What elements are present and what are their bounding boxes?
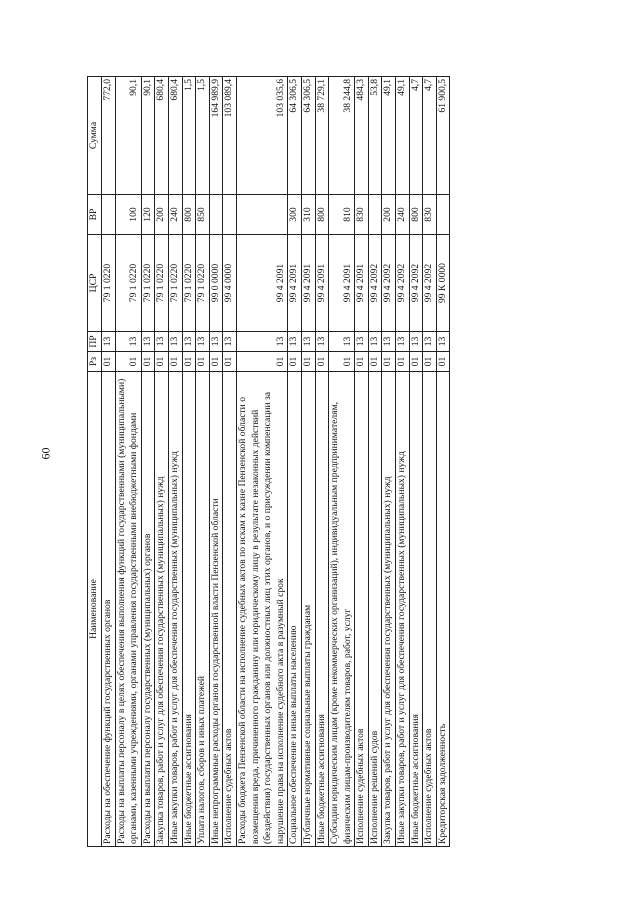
- table-row: [368, 77, 382, 847]
- table-row: [209, 77, 223, 847]
- cell-vr: 200: [382, 195, 396, 235]
- cell-csr: 79 1 0220: [196, 235, 210, 332]
- cell-vr: 100: [115, 195, 141, 235]
- cell-sum: 772,0: [102, 77, 116, 195]
- table-row: [436, 77, 450, 847]
- cell-csr: 99 4 2091: [301, 235, 315, 332]
- cell-name: Иные бюджетные ассигнования: [182, 372, 196, 847]
- cell-csr: 99 4 2091: [288, 235, 302, 332]
- cell-sum: 38 729,1: [315, 77, 329, 195]
- cell-name: Исполнение судебных актов: [223, 372, 237, 847]
- cell-name: Расходы на обеспечение функций государственных органов: [102, 372, 116, 847]
- table-body: [102, 77, 450, 847]
- cell-csr: 79 1 0220: [141, 235, 155, 332]
- cell-rz: 01: [301, 352, 315, 372]
- cell-name: Иные бюджетные ассигнования: [315, 372, 329, 847]
- cell-vr: 810: [329, 195, 355, 235]
- cell-rz: 01: [315, 352, 329, 372]
- table-row: [423, 77, 437, 847]
- header-csr: ЦСР: [88, 235, 102, 332]
- header-vr: ВР: [88, 195, 102, 235]
- cell-rz: 01: [382, 352, 396, 372]
- cell-rz: 01: [329, 352, 355, 372]
- cell-vr: [209, 195, 223, 235]
- cell-sum: 103 035,6: [236, 77, 287, 195]
- cell-pr: 13: [301, 332, 315, 352]
- cell-rz: 01: [141, 352, 155, 372]
- cell-sum: 4,7: [409, 77, 423, 195]
- cell-pr: 13: [182, 332, 196, 352]
- table-row: [182, 77, 196, 847]
- cell-vr: 850: [196, 195, 210, 235]
- table-row: [168, 77, 182, 847]
- cell-name: Закупка товаров, работ и услуг для обеспечения государственных (муниципальных) нужд: [155, 372, 169, 847]
- cell-name: Иные закупки товаров, работ и услуг для обеспечения государственных (муниципальных) нужд: [396, 372, 410, 847]
- table-row: [102, 77, 116, 847]
- cell-vr: 310: [301, 195, 315, 235]
- cell-rz: 01: [209, 352, 223, 372]
- cell-name: Иные непрограммные расходы органов государственной власти Пензенской области: [209, 372, 223, 847]
- cell-sum: 1,5: [196, 77, 210, 195]
- table-row: [409, 77, 423, 847]
- cell-rz: 01: [102, 352, 116, 372]
- cell-name: Закупка товаров, работ и услуг для обеспечения государственных (муниципальных) нужд: [382, 372, 396, 847]
- table-row: [329, 77, 355, 847]
- cell-rz: 01: [368, 352, 382, 372]
- cell-pr: 13: [329, 332, 355, 352]
- cell-pr: 13: [102, 332, 116, 352]
- cell-name: Субсидии юридическим лицам (кроме некоммерческих организаций), индивидуальным предпринимателям, физическим лицам-производителям товаров, работ, услуг: [329, 372, 355, 847]
- cell-sum: 90,1: [141, 77, 155, 195]
- cell-vr: 800: [409, 195, 423, 235]
- cell-sum: 103 089,4: [223, 77, 237, 195]
- cell-pr: 13: [409, 332, 423, 352]
- cell-name: Публичные нормативные социальные выплаты гражданам: [301, 372, 315, 847]
- cell-pr: 13: [368, 332, 382, 352]
- cell-name: Иные закупки товаров, работ и услуг для обеспечения государственных (муниципальных) нужд: [168, 372, 182, 847]
- cell-sum: 49,1: [396, 77, 410, 195]
- cell-sum: 4,7: [423, 77, 437, 195]
- table-row: [315, 77, 329, 847]
- cell-csr: 99 4 0000: [223, 235, 237, 332]
- cell-pr: 13: [168, 332, 182, 352]
- cell-name: Социальное обеспечение и иные выплаты населению: [288, 372, 302, 847]
- cell-vr: 830: [423, 195, 437, 235]
- cell-sum: 49,1: [382, 77, 396, 195]
- cell-csr: 99 К 0000: [436, 235, 450, 332]
- cell-vr: 800: [182, 195, 196, 235]
- cell-pr: 13: [155, 332, 169, 352]
- cell-name: Расходы на выплаты персоналу государственных (муниципальных) органов: [141, 372, 155, 847]
- cell-csr: 99 4 2091: [329, 235, 355, 332]
- cell-rz: 01: [155, 352, 169, 372]
- cell-rz: 01: [288, 352, 302, 372]
- cell-rz: 01: [436, 352, 450, 372]
- cell-sum: 64 306,5: [301, 77, 315, 195]
- cell-csr: 79 1 0220: [155, 235, 169, 332]
- cell-rz: 01: [355, 352, 369, 372]
- cell-rz: 01: [196, 352, 210, 372]
- cell-pr: 13: [141, 332, 155, 352]
- cell-name: Исполнение судебных актов: [355, 372, 369, 847]
- cell-sum: 90,1: [115, 77, 141, 195]
- cell-rz: 01: [423, 352, 437, 372]
- cell-sum: 61 900,5: [436, 77, 450, 195]
- cell-name: Исполнение решений судов: [368, 372, 382, 847]
- cell-vr: 800: [315, 195, 329, 235]
- cell-sum: 680,4: [168, 77, 182, 195]
- cell-name: Уплата налогов, сборов и иных платежей: [196, 372, 210, 847]
- cell-vr: 200: [155, 195, 169, 235]
- budget-table: [87, 76, 450, 847]
- cell-name: Расходы на выплаты персоналу в целях обеспечения выполнения функций государственными (муниципальными) органами, казенными учреждениями, органами управления государственными внебюджетными фондами: [115, 372, 141, 847]
- cell-name: Кредиторская задолженность: [436, 372, 450, 847]
- table-row: [301, 77, 315, 847]
- table-row: [141, 77, 155, 847]
- cell-rz: 01: [236, 352, 287, 372]
- cell-rz: 01: [396, 352, 410, 372]
- header-sum: Сумма: [88, 77, 102, 195]
- cell-csr: 99 4 2092: [368, 235, 382, 332]
- table-row: [223, 77, 237, 847]
- cell-rz: 01: [223, 352, 237, 372]
- table-row: [236, 77, 287, 847]
- cell-sum: 680,4: [155, 77, 169, 195]
- cell-csr: 79 1 0220: [182, 235, 196, 332]
- cell-csr: 99 4 2092: [396, 235, 410, 332]
- cell-rz: 01: [115, 352, 141, 372]
- cell-csr: 99 4 2091: [355, 235, 369, 332]
- cell-csr: 99 0 0000: [209, 235, 223, 332]
- cell-rz: 01: [168, 352, 182, 372]
- cell-sum: 484,3: [355, 77, 369, 195]
- rotated-table-container: [87, 77, 553, 847]
- cell-sum: 164 989,9: [209, 77, 223, 195]
- cell-vr: [223, 195, 237, 235]
- cell-rz: 01: [182, 352, 196, 372]
- cell-pr: 13: [196, 332, 210, 352]
- cell-csr: 79 1 0220: [115, 235, 141, 332]
- cell-sum: 64 306,5: [288, 77, 302, 195]
- page-number: 60: [38, 447, 53, 460]
- cell-csr: 79 1 0220: [168, 235, 182, 332]
- table-row: [382, 77, 396, 847]
- cell-pr: 13: [396, 332, 410, 352]
- table-row: [396, 77, 410, 847]
- cell-csr: 99 4 2091: [315, 235, 329, 332]
- cell-pr: 13: [209, 332, 223, 352]
- cell-pr: 13: [355, 332, 369, 352]
- table-row: [355, 77, 369, 847]
- cell-sum: 1,5: [182, 77, 196, 195]
- table-row: [288, 77, 302, 847]
- cell-pr: 13: [288, 332, 302, 352]
- header-rz: Рз: [88, 352, 102, 372]
- header-name: Наименование: [88, 372, 102, 847]
- cell-sum: 53,8: [368, 77, 382, 195]
- table-header-row: [88, 77, 102, 847]
- cell-vr: [436, 195, 450, 235]
- cell-csr: 99 4 2092: [409, 235, 423, 332]
- cell-vr: 240: [396, 195, 410, 235]
- cell-pr: 13: [436, 332, 450, 352]
- cell-csr: 79 1 0220: [102, 235, 116, 332]
- cell-vr: 120: [141, 195, 155, 235]
- cell-csr: 99 4 2091: [236, 235, 287, 332]
- cell-vr: [368, 195, 382, 235]
- header-pr: ПР: [88, 332, 102, 352]
- cell-sum: 38 244,8: [329, 77, 355, 195]
- table-row: [115, 77, 141, 847]
- cell-pr: 13: [236, 332, 287, 352]
- cell-vr: [236, 195, 287, 235]
- cell-pr: 13: [423, 332, 437, 352]
- cell-pr: 13: [315, 332, 329, 352]
- cell-pr: 13: [382, 332, 396, 352]
- cell-vr: 300: [288, 195, 302, 235]
- table-row: [196, 77, 210, 847]
- cell-pr: 13: [115, 332, 141, 352]
- cell-name: Иные бюджетные ассигнования: [409, 372, 423, 847]
- cell-pr: 13: [223, 332, 237, 352]
- cell-vr: 830: [355, 195, 369, 235]
- cell-vr: [102, 195, 116, 235]
- cell-name: Расходы бюджета Пензенской области на исполнение судебных актов по искам к казне Пензенской области о возмещении вреда, причиненного гражданину или юридическому лицу в результате незаконных действий (бездействия) государственных органов или должностных лиц этих органов, и о присуждении компенсации за нарушение права на исполнение судебного акта в разумный срок: [236, 372, 287, 847]
- cell-vr: 240: [168, 195, 182, 235]
- cell-csr: 99 4 2092: [382, 235, 396, 332]
- cell-rz: 01: [409, 352, 423, 372]
- cell-name: Исполнение судебных актов: [423, 372, 437, 847]
- cell-csr: 99 4 2092: [423, 235, 437, 332]
- table-row: [155, 77, 169, 847]
